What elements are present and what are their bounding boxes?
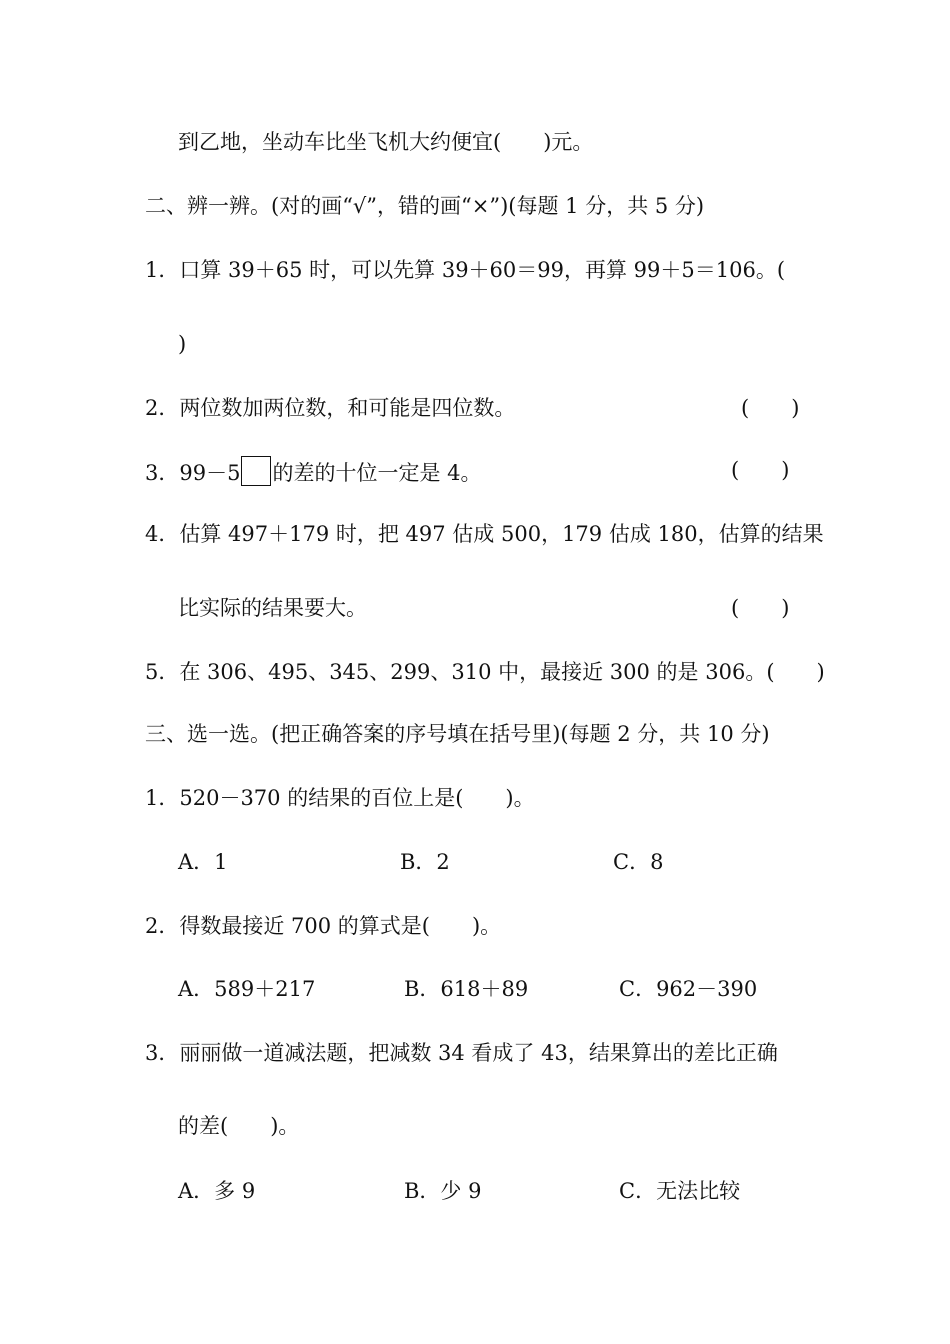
s2-q1-text: 1．口算 39＋65 时，可以先算 39＋60＝99，再算 99＋5＝106。( — [145, 258, 786, 282]
s3-q2-text: 2．得数最接近 700 的算式是( )。 — [145, 914, 502, 938]
s3-q1-option-c: C．8 — [613, 850, 664, 874]
s2-q1-cont: ) — [178, 332, 187, 356]
s3-q1-text: 1．520－370 的结果的百位上是( )。 — [145, 786, 535, 810]
s3-q1-option-b: B．2 — [400, 850, 450, 874]
s3-q3-text: 3．丽丽做一道减法题，把减数 34 看成了 43，结果算出的差比正确 — [145, 1041, 778, 1065]
s3-q3-option-b: B．少 9 — [404, 1179, 482, 1203]
s3-q2-option-c: C．962－390 — [619, 977, 758, 1001]
s2-q4-cont: 比实际的结果要大。 — [178, 596, 367, 620]
s3-q1-option-a: A．1 — [178, 850, 228, 874]
s3-q2-option-a: A．589＋217 — [178, 977, 316, 1001]
s3-q3-option-c: C．无法比较 — [619, 1179, 741, 1203]
s2-q5-text: 5．在 306、495、345、299、310 中，最接近 300 的是 306。( ) — [145, 660, 825, 684]
s2-q4-text: 4．估算 497＋179 时，把 497 估成 500，179 估成 180，估算的结果 — [145, 522, 824, 546]
section3-heading: 三、选一选。(把正确答案的序号填在括号里)(每题 2 分，共 10 分) — [145, 722, 770, 746]
s2-q2-text: 2．两位数加两位数，和可能是四位数。 — [145, 396, 516, 420]
s2-q3-post: 的差的十位一定是 4。 — [272, 461, 482, 485]
top-line: 到乙地，坐动车比坐飞机大约便宜( )元。 — [178, 130, 594, 154]
s2-q4-answer-paren: ( ) — [731, 596, 790, 620]
s3-q3-option-a: A．多 9 — [178, 1179, 256, 1203]
s3-q2-option-b: B．618＋89 — [404, 977, 529, 1001]
s2-q3-text — [145, 456, 482, 487]
s2-q2-answer-paren: ( ) — [741, 396, 800, 420]
s3-q3-cont: 的差( )。 — [178, 1114, 300, 1138]
s2-q3-pre: 3．99－5 — [145, 461, 241, 485]
section2-heading: 二、辨一辨。(对的画“√”，错的画“×”)(每题 1 分，共 5 分) — [145, 194, 705, 218]
blank-box — [241, 456, 271, 486]
s2-q3-answer-paren: ( ) — [731, 458, 790, 482]
